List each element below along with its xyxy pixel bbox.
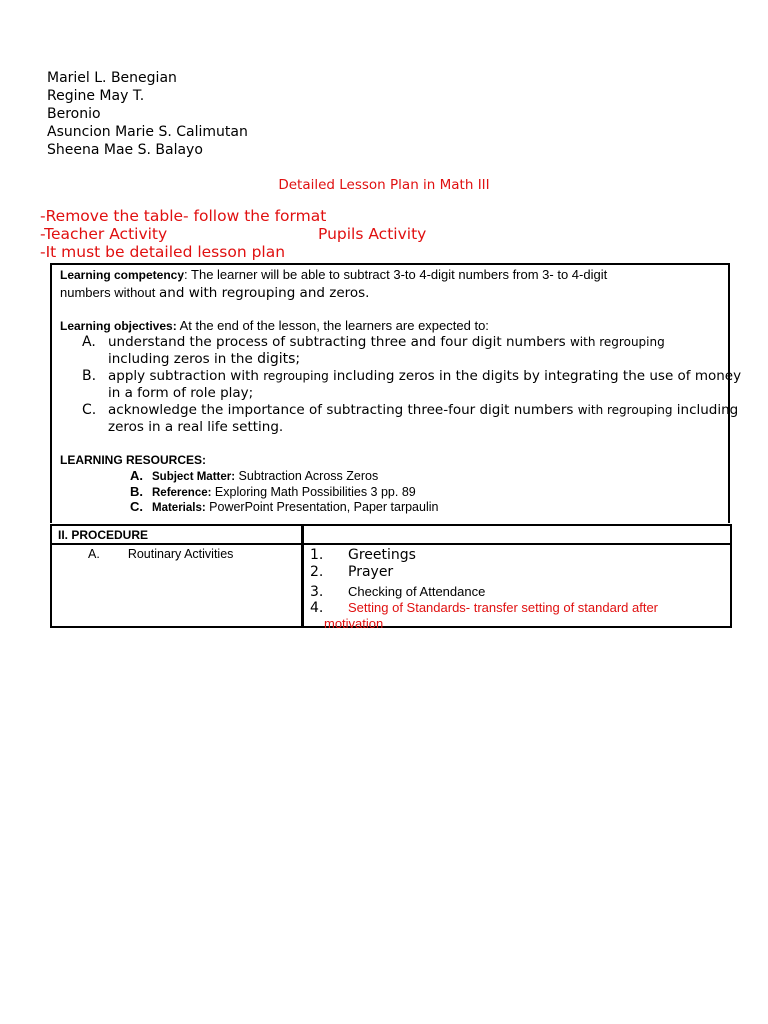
table-divider [52, 543, 730, 545]
procedure-table [50, 524, 732, 631]
competency-label: Learning competency [60, 268, 185, 282]
item-text: motivation [324, 616, 384, 631]
list-item [310, 581, 730, 600]
objectives-list [82, 334, 742, 436]
objective-text: apply subtraction with [108, 368, 264, 384]
item-marker: A. [130, 468, 143, 483]
item-number: 2. [310, 564, 324, 580]
list-item [82, 334, 722, 368]
resource-label: Materials: [152, 502, 206, 514]
note-pupils-activity: Pupils Activity [318, 225, 427, 243]
item-number: 3. [310, 584, 324, 600]
competency-text: and with regrouping and zeros. [159, 285, 370, 301]
note-line: -Remove the table- follow the format [40, 207, 327, 225]
resource-value: Exploring Math Possibilities 3 pp. 89 [211, 484, 416, 499]
objective-text: with regrouping [569, 335, 665, 349]
item-number: 4. [310, 600, 324, 616]
item-marker: C. [82, 402, 97, 418]
learning-competency [60, 266, 720, 302]
item-text: Greetings [348, 547, 416, 563]
row-label: Routinary Activities [127, 547, 234, 561]
list-item [82, 402, 739, 436]
learning-resources-heading: LEARNING RESOURCES: [60, 453, 207, 467]
document-title: Detailed Lesson Plan in Math III [278, 177, 490, 193]
objectives-label: Learning objectives: [60, 319, 177, 333]
review-notes [40, 207, 427, 261]
objective-text: regrouping [263, 369, 329, 383]
objective-text: understand the process of subtracting three and four digit numbers [108, 334, 570, 350]
item-text: Checking of Attendance [348, 584, 486, 599]
item-text: Prayer [348, 564, 394, 580]
objective-text: in a form of role play; [108, 385, 254, 401]
author-name: Beronio [47, 106, 101, 122]
resource-label: Subject Matter: [152, 471, 236, 483]
author-name: Regine May T. [47, 88, 145, 104]
list-item [310, 597, 730, 631]
competency-text: numbers without [60, 285, 159, 300]
objective-text: including zeros in the digits by integrating the use of money [328, 368, 742, 384]
note-teacher-activity: -Teacher Activity [40, 225, 168, 243]
table-row [88, 547, 233, 561]
row-marker: A. [88, 547, 100, 561]
objective-text: with regrouping [577, 403, 673, 417]
learning-objectives-heading [60, 317, 720, 335]
objective-text: digits; [257, 351, 301, 367]
table-divider [301, 526, 304, 626]
item-marker: B. [82, 368, 97, 384]
item-marker: B. [130, 483, 143, 499]
author-name: Asuncion Marie S. Calimutan [47, 124, 248, 140]
resource-value: PowerPoint Presentation, Paper tarpaulin [205, 500, 439, 514]
note-line [40, 225, 427, 243]
lesson-info-box [50, 263, 742, 523]
objective-text: zeros in a real life setting. [108, 419, 284, 435]
author-list [47, 69, 248, 159]
procedure-list [310, 547, 730, 631]
list-item [310, 547, 730, 564]
resource-label: Reference: [152, 486, 212, 499]
competency-text: : The learner will be able to subtract 3-to 4-digit numbers from 3- to 4-digit [184, 267, 608, 282]
objective-text: including [672, 402, 739, 418]
list-item [82, 368, 742, 402]
item-marker: C. [130, 499, 143, 514]
item-marker: A. [82, 334, 96, 350]
list-item [130, 499, 438, 517]
objectives-intro: At the end of the lesson, the learners are expected to: [176, 318, 489, 333]
list-item [310, 564, 730, 581]
objective-text: acknowledge the importance of subtracting three-four digit numbers [108, 402, 578, 418]
note-line: -It must be detailed lesson plan [40, 243, 286, 261]
author-name: Sheena Mae S. Balayo [47, 142, 203, 158]
item-number: 1. [310, 547, 324, 563]
objective-text: including zeros in the [108, 351, 258, 367]
procedure-header: II. PROCEDURE [58, 528, 149, 542]
item-text: Setting of Standards- transfer setting of standard after [348, 600, 659, 615]
author-name: Mariel L. Benegian [47, 70, 177, 86]
resource-value: Subtraction Across Zeros [235, 469, 379, 483]
